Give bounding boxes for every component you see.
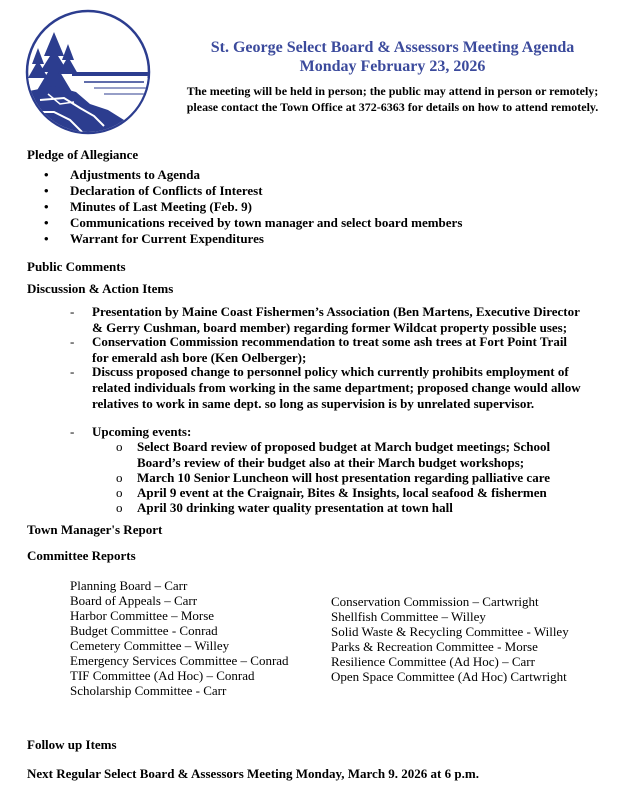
dash-icon: - <box>70 424 75 439</box>
committee-item: Parks & Recreation Committee - Morse <box>331 639 538 654</box>
title-date: Monday February 23, 2026 <box>299 58 486 75</box>
circle-bullet-icon: o <box>116 500 123 515</box>
event-item: o April 9 event at the Craignair, Bites & Insights, local seafood & fishermen <box>116 485 547 500</box>
circle-bullet-icon: o <box>116 485 123 500</box>
committee-item: Planning Board – Carr <box>70 578 188 593</box>
upcoming-events-item <box>70 424 620 440</box>
committee-list-right <box>331 594 569 684</box>
discussion-item: - Conservation Commission recommendation to treat some ash trees at Fort Point Trail for emerald ash bore (Ken Oelberger); <box>70 334 568 365</box>
agenda-title <box>150 38 635 76</box>
committee-item: Solid Waste & Recycling Committee - Willey <box>331 624 569 639</box>
circle-bullet-icon: o <box>116 470 123 485</box>
committee-item: Budget Committee - Conrad <box>70 623 218 638</box>
event-item: o Select Board review of proposed budget at March budget meetings; School Board’s review of their budget also at their March budget workshops; <box>116 439 551 470</box>
upcoming-events-label: Upcoming events: <box>92 424 192 439</box>
committee-item: Shellfish Committee – Willey <box>331 609 486 624</box>
bullet-icon: • <box>44 167 49 182</box>
follow-up-heading: Follow up Items <box>27 737 117 752</box>
attendance-notice <box>150 83 635 115</box>
discussion-heading: Discussion & Action Items <box>27 281 174 296</box>
committee-item: TIF Committee (Ad Hoc) – Conrad <box>70 668 255 683</box>
discussion-item: - Discuss proposed change to personnel policy which currently prohibits employment of related individuals from working in the same department; proposed change would allow relatives to work in same dept. so long as supervision is by unrelated supervisor. <box>70 364 581 411</box>
circle-bullet-icon: o <box>116 439 123 454</box>
notice-line-2: please contact the Town Office at 372-6363 for details on how to attend remotely. <box>186 100 599 114</box>
public-comments-heading: Public Comments <box>27 259 126 274</box>
list-item: • Declaration of Conflicts of Interest <box>44 183 263 198</box>
opening-items-list <box>44 167 604 247</box>
bullet-icon: • <box>44 231 49 246</box>
pledge-heading: Pledge of Allegiance <box>27 147 139 162</box>
event-item: o March 10 Senior Luncheon will host presentation regarding palliative care <box>116 470 550 485</box>
committee-item: Cemetery Committee – Willey <box>70 638 230 653</box>
committee-item: Emergency Services Committee – Conrad <box>70 653 289 668</box>
list-item: • Warrant for Current Expenditures <box>44 231 264 246</box>
committee-item: Conservation Commission – Cartwright <box>331 594 539 609</box>
committee-item: Open Space Committee (Ad Hoc) Cartwright <box>331 669 567 684</box>
town-seal-logo <box>24 8 152 136</box>
committee-item: Harbor Committee – Morse <box>70 608 215 623</box>
committee-item: Scholarship Committee - Carr <box>70 683 227 698</box>
committee-list-left <box>70 578 289 698</box>
list-item: • Communications received by town manager and select board members <box>44 215 463 230</box>
committee-item: Board of Appeals – Carr <box>70 593 198 608</box>
committee-item: Resilience Committee (Ad Hoc) – Carr <box>331 654 535 669</box>
notice-line-1: The meeting will be held in person; the public may attend in person or remotely; <box>186 84 599 98</box>
next-meeting-notice: Next Regular Select Board & Assessors Meeting Monday, March 9. 2026 at 6 p.m. <box>27 766 479 781</box>
bullet-icon: • <box>44 183 49 198</box>
committee-reports-heading: Committee Reports <box>27 548 136 563</box>
town-manager-report-heading: Town Manager's Report <box>27 522 163 537</box>
title-line-1: St. George Select Board & Assessors Meeting Agenda <box>210 39 575 56</box>
dash-icon: - <box>70 304 75 319</box>
list-item: • Adjustments to Agenda <box>44 167 201 182</box>
dash-icon: - <box>70 334 75 349</box>
list-item: • Minutes of Last Meeting (Feb. 9) <box>44 199 252 214</box>
bullet-icon: • <box>44 215 49 230</box>
event-item: o April 30 drinking water quality presentation at town hall <box>116 500 453 515</box>
dash-icon: - <box>70 364 75 379</box>
bullet-icon: • <box>44 199 49 214</box>
discussion-item: - Presentation by Maine Coast Fishermen’s Association (Ben Martens, Executive Director & Gerry Cushman, board member) regarding former Wildcat property possible uses; <box>70 304 580 335</box>
